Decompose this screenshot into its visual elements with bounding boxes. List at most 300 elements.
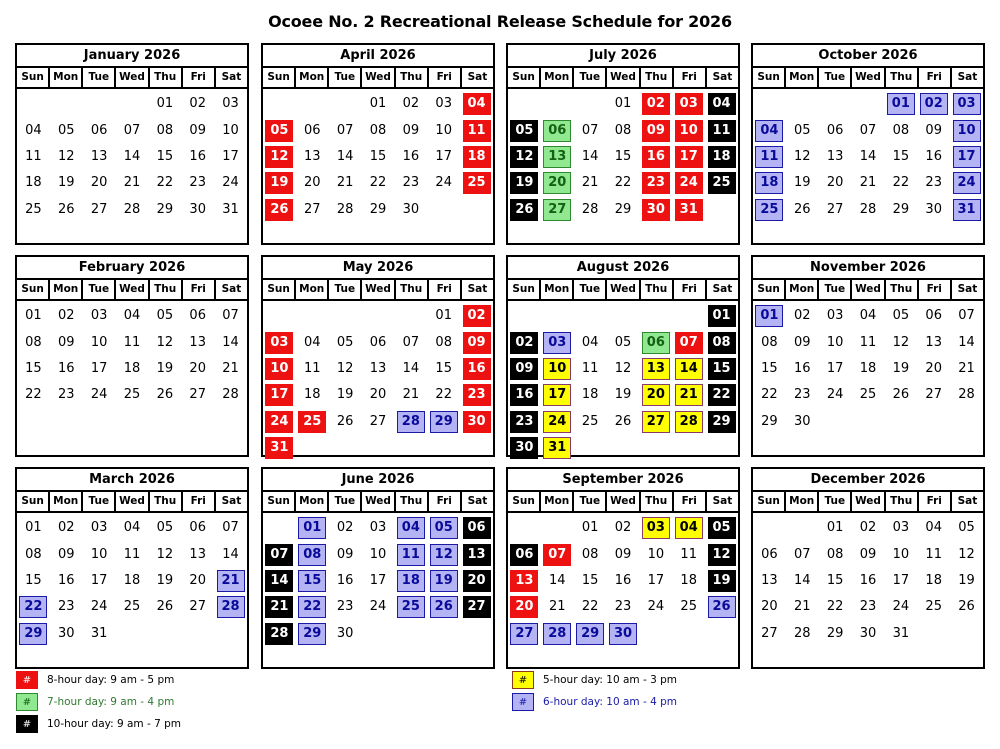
- day-cell: [50, 621, 83, 647]
- release-day-yellow: [672, 515, 705, 541]
- release-day-blue: [296, 515, 329, 541]
- day-number: 01: [156, 96, 174, 112]
- day-cell: [574, 329, 607, 355]
- day-number: 17: [435, 148, 452, 164]
- release-day-black: [705, 117, 738, 143]
- day-number: 01: [614, 96, 632, 112]
- day-cell: [214, 515, 247, 541]
- day-number: 10: [647, 546, 665, 562]
- day-number: 13: [189, 546, 206, 562]
- day-cell: [214, 117, 247, 143]
- weekday-mon: Mon: [539, 492, 572, 511]
- weekday-wed: Wed: [360, 492, 393, 511]
- day-number: 21: [123, 175, 141, 191]
- release-day-blue: [427, 541, 460, 567]
- day-number: 01: [708, 305, 736, 327]
- day-number: 16: [57, 360, 75, 376]
- release-day-black: [705, 515, 738, 541]
- day-cell: [541, 568, 574, 594]
- day-cell: [50, 382, 83, 408]
- day-number: 30: [925, 201, 942, 217]
- day-cell: [917, 117, 950, 143]
- day-number: 10: [892, 546, 910, 562]
- day-number: 27: [189, 599, 206, 615]
- day-number: 24: [435, 175, 452, 191]
- day-grid: [263, 301, 493, 461]
- day-number: 28: [397, 411, 425, 433]
- release-day-blue: [884, 91, 917, 117]
- day-number: 08: [156, 122, 174, 138]
- day-number: 19: [708, 570, 736, 592]
- day-number: 13: [642, 358, 670, 380]
- release-day-red: [639, 170, 672, 196]
- day-cell: [116, 170, 149, 196]
- day-number: 17: [543, 384, 571, 406]
- day-number: 03: [953, 93, 981, 115]
- day-cell: [362, 117, 395, 143]
- day-number: 27: [369, 413, 387, 429]
- day-cell: [181, 117, 214, 143]
- day-number: 19: [510, 172, 538, 194]
- weekday-sat: Sat: [460, 68, 493, 87]
- day-cell: [329, 621, 362, 647]
- day-number: 26: [57, 201, 75, 217]
- weekday-thu: Thu: [148, 68, 181, 87]
- day-cell: [607, 594, 640, 620]
- day-number: 03: [90, 308, 108, 324]
- day-grid: [263, 89, 493, 223]
- day-number: 23: [57, 599, 75, 615]
- release-day-green: [639, 329, 672, 355]
- day-number: 16: [510, 384, 538, 406]
- legend-item-8-hour: [16, 671, 174, 689]
- day-number: 20: [90, 175, 108, 191]
- release-day-blue: [607, 621, 640, 647]
- day-number: 03: [543, 332, 571, 354]
- day-number: 25: [755, 199, 783, 221]
- day-cell: [50, 117, 83, 143]
- release-day-black: [460, 594, 493, 620]
- day-number: 18: [397, 570, 425, 592]
- day-number: 21: [793, 599, 811, 615]
- release-day-blue: [296, 541, 329, 567]
- day-number: 09: [57, 546, 75, 562]
- weekday-fri: Fri: [181, 68, 214, 87]
- day-number: 13: [369, 360, 387, 376]
- day-cell: [607, 541, 640, 567]
- day-cell: [362, 356, 395, 382]
- day-cell: [83, 621, 116, 647]
- release-day-blue: [950, 117, 983, 143]
- day-number: 28: [958, 387, 975, 403]
- day-number: 29: [826, 625, 844, 641]
- day-cell: [214, 382, 247, 408]
- release-day-blue: [394, 409, 427, 435]
- day-number: 20: [303, 175, 321, 191]
- release-day-blue: [427, 594, 460, 620]
- release-day-green: [541, 170, 574, 196]
- release-day-blue: [917, 91, 950, 117]
- empty-cell: [753, 91, 786, 117]
- release-day-yellow: [639, 382, 672, 408]
- day-number: 05: [57, 122, 75, 138]
- weekday-thu: Thu: [394, 68, 427, 87]
- day-number: 14: [859, 148, 877, 164]
- day-cell: [786, 568, 819, 594]
- weekday-tue: Tue: [327, 68, 360, 87]
- month-march: [15, 467, 249, 669]
- day-cell: [116, 356, 149, 382]
- empty-cell: [541, 515, 574, 541]
- release-day-red: [672, 91, 705, 117]
- release-day-black: [508, 541, 541, 567]
- day-number: 25: [581, 413, 599, 429]
- day-number: 09: [614, 546, 632, 562]
- month-title: December 2026: [753, 469, 983, 492]
- day-number: 04: [25, 122, 42, 138]
- day-grid: [508, 89, 738, 223]
- weekday-thu: Thu: [884, 68, 917, 87]
- day-number: 07: [581, 122, 599, 138]
- day-number: 07: [675, 332, 703, 354]
- day-number: 29: [614, 201, 632, 217]
- release-day-red: [460, 91, 493, 117]
- day-cell: [181, 329, 214, 355]
- day-number: 07: [859, 122, 877, 138]
- day-cell: [17, 329, 50, 355]
- release-day-black: [705, 382, 738, 408]
- day-number: 24: [826, 387, 844, 403]
- day-number: 23: [859, 599, 877, 615]
- month-february: [15, 255, 249, 457]
- day-cell: [181, 515, 214, 541]
- month-title: August 2026: [508, 257, 738, 280]
- day-number: 01: [887, 93, 915, 115]
- day-cell: [607, 356, 640, 382]
- day-number: 23: [642, 172, 670, 194]
- day-grid: [508, 301, 738, 461]
- weekday-wed: Wed: [850, 68, 883, 87]
- day-cell: [753, 621, 786, 647]
- day-cell: [50, 303, 83, 329]
- day-number: 18: [463, 146, 491, 168]
- day-number: 21: [402, 387, 420, 403]
- day-cell: [83, 594, 116, 620]
- day-cell: [852, 329, 885, 355]
- day-cell: [786, 170, 819, 196]
- day-cell: [574, 541, 607, 567]
- day-number: 15: [369, 148, 387, 164]
- weekday-fri: Fri: [672, 280, 705, 299]
- weekday-mon: Mon: [784, 492, 817, 511]
- month-may: [261, 255, 495, 457]
- release-day-yellow: [672, 382, 705, 408]
- day-cell: [639, 594, 672, 620]
- day-cell: [917, 197, 950, 223]
- day-number: 26: [892, 387, 910, 403]
- weekday-header: [753, 492, 983, 513]
- day-cell: [819, 303, 852, 329]
- empty-cell: [508, 515, 541, 541]
- release-day-black: [705, 329, 738, 355]
- day-number: 05: [708, 517, 736, 539]
- day-cell: [83, 515, 116, 541]
- day-number: 24: [90, 599, 108, 615]
- day-cell: [362, 382, 395, 408]
- day-cell: [753, 409, 786, 435]
- day-number: 24: [675, 172, 703, 194]
- release-day-blue: [427, 409, 460, 435]
- legend-item-10-hour: [16, 715, 181, 733]
- day-cell: [181, 356, 214, 382]
- day-cell: [50, 594, 83, 620]
- day-number: 09: [189, 122, 206, 138]
- weekday-wed: Wed: [114, 280, 147, 299]
- release-day-black: [508, 170, 541, 196]
- weekday-fri: Fri: [672, 68, 705, 87]
- day-number: 01: [826, 520, 844, 536]
- day-number: 12: [430, 544, 458, 566]
- weekday-thu: Thu: [639, 280, 672, 299]
- day-number: 10: [90, 546, 108, 562]
- day-cell: [181, 568, 214, 594]
- day-cell: [917, 144, 950, 170]
- empty-cell: [394, 303, 427, 329]
- day-cell: [148, 170, 181, 196]
- day-cell: [950, 303, 983, 329]
- release-day-black: [508, 382, 541, 408]
- day-number: 12: [265, 146, 293, 168]
- day-number: 06: [826, 122, 844, 138]
- day-cell: [427, 329, 460, 355]
- day-number: 29: [369, 201, 387, 217]
- day-number: 27: [303, 201, 321, 217]
- month-november: [751, 255, 985, 457]
- release-day-red: [672, 117, 705, 143]
- day-number: 07: [543, 544, 571, 566]
- day-cell: [362, 91, 395, 117]
- day-number: 15: [435, 360, 452, 376]
- day-cell: [786, 144, 819, 170]
- day-number: 04: [397, 517, 425, 539]
- release-day-red: [460, 329, 493, 355]
- day-cell: [83, 303, 116, 329]
- black-swatch-icon: #: [16, 715, 38, 733]
- day-cell: [17, 303, 50, 329]
- day-number: 29: [892, 201, 910, 217]
- day-cell: [427, 117, 460, 143]
- day-cell: [116, 382, 149, 408]
- empty-cell: [263, 515, 296, 541]
- release-day-black: [263, 541, 296, 567]
- weekday-thu: Thu: [394, 280, 427, 299]
- yellow-swatch-icon: #: [512, 671, 534, 689]
- day-number: 31: [265, 437, 293, 459]
- release-day-blue: [296, 621, 329, 647]
- day-number: 06: [369, 334, 387, 350]
- day-cell: [852, 594, 885, 620]
- day-cell: [329, 144, 362, 170]
- empty-cell: [83, 91, 116, 117]
- day-cell: [639, 541, 672, 567]
- day-cell: [181, 197, 214, 223]
- day-cell: [17, 197, 50, 223]
- empty-cell: [607, 303, 640, 329]
- day-cell: [116, 197, 149, 223]
- day-number: 21: [958, 360, 975, 376]
- day-number: 11: [463, 120, 491, 142]
- day-number: 04: [123, 520, 141, 536]
- day-cell: [83, 197, 116, 223]
- month-title: June 2026: [263, 469, 493, 492]
- day-number: 28: [543, 623, 571, 645]
- day-cell: [786, 621, 819, 647]
- day-cell: [362, 515, 395, 541]
- weekday-tue: Tue: [81, 68, 114, 87]
- weekday-sun: Sun: [21, 283, 44, 295]
- weekday-fri: Fri: [917, 492, 950, 511]
- release-day-blue: [950, 91, 983, 117]
- day-number: 07: [222, 308, 239, 324]
- day-number: 20: [761, 599, 778, 615]
- weekday-tue: Tue: [81, 280, 114, 299]
- weekday-sun: Sun: [267, 71, 290, 83]
- day-cell: [296, 329, 329, 355]
- day-number: 29: [19, 623, 47, 645]
- day-cell: [819, 621, 852, 647]
- release-day-red: [296, 409, 329, 435]
- empty-cell: [852, 91, 885, 117]
- day-number: 30: [642, 199, 670, 221]
- day-number: 07: [336, 122, 354, 138]
- empty-cell: [329, 303, 362, 329]
- weekday-wed: Wed: [114, 492, 147, 511]
- day-number: 03: [826, 308, 844, 324]
- weekday-mon: Mon: [294, 492, 327, 511]
- day-number: 28: [336, 201, 354, 217]
- day-number: 14: [222, 546, 239, 562]
- day-number: 08: [25, 334, 42, 350]
- day-cell: [950, 329, 983, 355]
- day-number: 18: [925, 572, 942, 588]
- month-september: [506, 467, 740, 669]
- day-cell: [362, 409, 395, 435]
- day-number: 12: [958, 546, 975, 562]
- day-number: 27: [826, 201, 844, 217]
- release-day-black: [705, 356, 738, 382]
- day-number: 20: [189, 572, 206, 588]
- day-cell: [296, 144, 329, 170]
- day-number: 04: [123, 308, 141, 324]
- release-day-blue: [394, 541, 427, 567]
- day-cell: [50, 144, 83, 170]
- day-number: 06: [303, 122, 321, 138]
- day-cell: [917, 568, 950, 594]
- release-day-red: [639, 144, 672, 170]
- weekday-tue: Tue: [817, 68, 850, 87]
- day-number: 27: [463, 596, 491, 618]
- release-day-blue: [950, 144, 983, 170]
- day-number: 01: [435, 308, 452, 324]
- day-number: 21: [222, 360, 239, 376]
- release-day-red: [672, 329, 705, 355]
- day-number: 30: [609, 623, 637, 645]
- empty-cell: [541, 303, 574, 329]
- day-number: 10: [222, 122, 239, 138]
- day-number: 09: [925, 122, 942, 138]
- day-number: 19: [793, 175, 811, 191]
- green-swatch-icon: #: [16, 693, 38, 711]
- empty-cell: [639, 303, 672, 329]
- weekday-header: [17, 492, 247, 513]
- weekday-fri: Fri: [672, 492, 705, 511]
- day-number: 08: [369, 122, 387, 138]
- day-cell: [574, 515, 607, 541]
- day-number: 13: [463, 544, 491, 566]
- day-number: 17: [826, 360, 844, 376]
- day-number: 21: [581, 175, 599, 191]
- day-number: 05: [156, 520, 174, 536]
- weekday-thu: Thu: [394, 492, 427, 511]
- day-number: 03: [892, 520, 910, 536]
- day-number: 13: [90, 148, 108, 164]
- day-number: 01: [25, 520, 42, 536]
- day-number: 22: [25, 387, 42, 403]
- day-cell: [148, 568, 181, 594]
- weekday-header: [753, 68, 983, 89]
- day-number: 18: [859, 360, 877, 376]
- day-cell: [607, 409, 640, 435]
- release-day-red: [263, 117, 296, 143]
- weekday-mon: Mon: [539, 68, 572, 87]
- day-number: 14: [222, 334, 239, 350]
- day-number: 25: [680, 599, 697, 615]
- day-number: 16: [402, 148, 420, 164]
- day-number: 15: [25, 572, 42, 588]
- month-june: [261, 467, 495, 669]
- day-number: 21: [675, 384, 703, 406]
- day-cell: [148, 594, 181, 620]
- day-number: 23: [336, 599, 354, 615]
- day-cell: [607, 515, 640, 541]
- day-cell: [214, 91, 247, 117]
- release-day-black: [508, 144, 541, 170]
- day-number: 23: [189, 175, 206, 191]
- day-number: 02: [57, 308, 75, 324]
- day-number: 09: [463, 332, 491, 354]
- empty-cell: [541, 91, 574, 117]
- release-day-red: [672, 144, 705, 170]
- day-number: 09: [510, 358, 538, 380]
- day-cell: [296, 170, 329, 196]
- day-number: 04: [303, 334, 321, 350]
- day-number: 12: [510, 146, 538, 168]
- day-number: 08: [614, 122, 632, 138]
- day-number: 12: [156, 546, 174, 562]
- release-day-red: [263, 382, 296, 408]
- day-number: 31: [675, 199, 703, 221]
- day-cell: [116, 117, 149, 143]
- weekday-thu: Thu: [148, 280, 181, 299]
- day-number: 25: [463, 172, 491, 194]
- day-number: 24: [647, 599, 665, 615]
- day-cell: [83, 356, 116, 382]
- day-cell: [148, 515, 181, 541]
- day-number: 07: [793, 546, 811, 562]
- release-day-blue: [427, 515, 460, 541]
- day-number: 27: [925, 387, 942, 403]
- day-number: 12: [708, 544, 736, 566]
